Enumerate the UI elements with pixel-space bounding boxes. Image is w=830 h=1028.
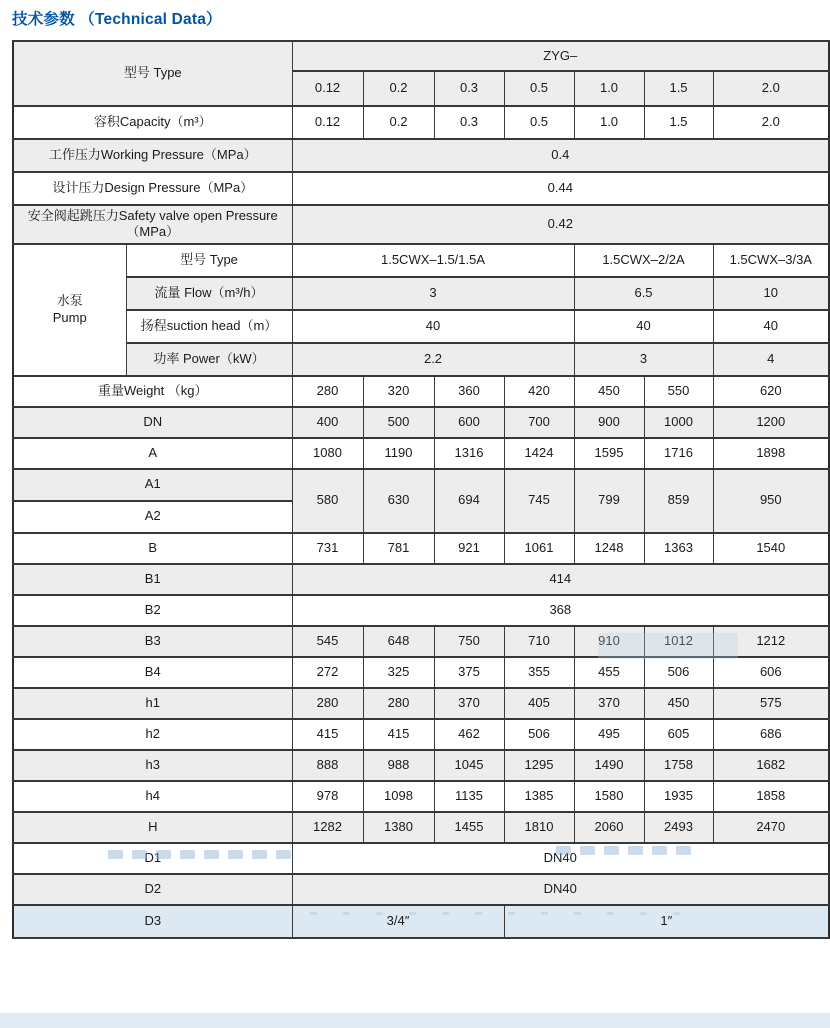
- row-label-A: A: [13, 438, 292, 469]
- value-cell: 1″: [504, 905, 829, 938]
- value-cell: 1716: [644, 438, 713, 469]
- row-h3: [13, 750, 829, 781]
- value-cell: 414: [292, 564, 829, 595]
- header-size-cell: 1.0: [574, 71, 644, 106]
- row-label-h2: h2: [13, 719, 292, 750]
- value-cell: 40: [574, 310, 713, 343]
- value-cell: 1935: [644, 781, 713, 812]
- row-label-B: B: [13, 533, 292, 564]
- value-cell: 355: [504, 657, 574, 688]
- header-size-cell: 0.5: [504, 71, 574, 106]
- header-series-cell: ZYG–: [292, 41, 829, 71]
- value-cell: 694: [434, 469, 504, 533]
- row-design-pressure: [13, 172, 829, 205]
- value-cell: 1490: [574, 750, 644, 781]
- value-cell: 3: [574, 343, 713, 376]
- value-cell: 1.5CWX–3/3A: [713, 244, 829, 277]
- value-cell: 370: [434, 688, 504, 719]
- value-cell: 1363: [644, 533, 713, 564]
- pump-group-zh: 水泵: [56, 293, 83, 309]
- value-cell: 370: [574, 688, 644, 719]
- row-D2: [13, 874, 829, 905]
- value-cell: 400: [292, 407, 363, 438]
- header-size-cell: 0.12: [292, 71, 363, 106]
- value-cell: 921: [434, 533, 504, 564]
- row-label-D1: D1: [13, 843, 292, 874]
- value-cell: 1898: [713, 438, 829, 469]
- value-cell: 0.12: [292, 106, 363, 139]
- value-cell: 799: [574, 469, 644, 533]
- row-label-B4: B4: [13, 657, 292, 688]
- value-cell: 1012: [644, 626, 713, 657]
- value-cell: 2493: [644, 812, 713, 843]
- value-cell: 859: [644, 469, 713, 533]
- value-cell: 0.5: [504, 106, 574, 139]
- value-cell: 1455: [434, 812, 504, 843]
- row-label-weight: 重量Weight （kg）: [13, 376, 292, 407]
- value-cell: 500: [363, 407, 434, 438]
- header-size-cell: 2.0: [713, 71, 829, 106]
- value-cell: 415: [292, 719, 363, 750]
- value-cell: 1282: [292, 812, 363, 843]
- value-cell: 781: [363, 533, 434, 564]
- value-cell: 978: [292, 781, 363, 812]
- value-cell: 1098: [363, 781, 434, 812]
- row-label-h4: h4: [13, 781, 292, 812]
- value-cell: 630: [363, 469, 434, 533]
- row-D1: [13, 843, 829, 874]
- value-cell: 1200: [713, 407, 829, 438]
- technical-data-table: [12, 40, 830, 939]
- value-cell: 575: [713, 688, 829, 719]
- header-row-series: [13, 41, 829, 71]
- value-cell: 1.0: [574, 106, 644, 139]
- value-cell: 686: [713, 719, 829, 750]
- value-cell: 455: [574, 657, 644, 688]
- value-cell: 0.4: [292, 139, 829, 172]
- value-cell: 700: [504, 407, 574, 438]
- value-cell: 1.5CWX–2/2A: [574, 244, 713, 277]
- row-label-B1: B1: [13, 564, 292, 595]
- value-cell: 1595: [574, 438, 644, 469]
- value-cell: 550: [644, 376, 713, 407]
- value-cell: 6.5: [574, 277, 713, 310]
- value-cell: 1.5: [644, 106, 713, 139]
- value-cell: 506: [644, 657, 713, 688]
- row-pump-type: [13, 244, 829, 277]
- pump-group-en: Pump: [52, 309, 87, 325]
- row-pump-power: [13, 343, 829, 376]
- value-cell: 1212: [713, 626, 829, 657]
- value-cell: 1061: [504, 533, 574, 564]
- value-cell: 2060: [574, 812, 644, 843]
- row-label-pump-type: 型号 Type: [126, 244, 292, 277]
- value-cell: 1380: [363, 812, 434, 843]
- value-cell: 1385: [504, 781, 574, 812]
- row-label-h3: h3: [13, 750, 292, 781]
- value-cell: 1045: [434, 750, 504, 781]
- value-cell: DN40: [292, 874, 829, 905]
- value-cell: 506: [504, 719, 574, 750]
- value-cell: 368: [292, 595, 829, 626]
- header-size-cell: 0.2: [363, 71, 434, 106]
- value-cell: 1580: [574, 781, 644, 812]
- value-cell: 1080: [292, 438, 363, 469]
- row-label-D3: D3: [13, 905, 292, 938]
- value-cell: 606: [713, 657, 829, 688]
- value-cell: 280: [292, 376, 363, 407]
- row-safety-valve-pressure: [13, 205, 829, 244]
- row-label-h1: h1: [13, 688, 292, 719]
- value-cell: 750: [434, 626, 504, 657]
- value-cell: 988: [363, 750, 434, 781]
- value-cell: 888: [292, 750, 363, 781]
- value-cell: 4: [713, 343, 829, 376]
- value-cell: 3: [292, 277, 574, 310]
- row-B3: [13, 626, 829, 657]
- value-cell: 3/4″: [292, 905, 504, 938]
- row-capacity: [13, 106, 829, 139]
- value-cell: 360: [434, 376, 504, 407]
- value-cell: 950: [713, 469, 829, 533]
- row-h4: [13, 781, 829, 812]
- row-B4: [13, 657, 829, 688]
- value-cell: 450: [574, 376, 644, 407]
- row-A1: [13, 469, 829, 501]
- value-cell: 0.2: [363, 106, 434, 139]
- value-cell: 2.2: [292, 343, 574, 376]
- value-cell: 1682: [713, 750, 829, 781]
- row-weight: [13, 376, 829, 407]
- value-cell: 1316: [434, 438, 504, 469]
- value-cell: 10: [713, 277, 829, 310]
- row-B1: [13, 564, 829, 595]
- row-label-working-pressure: 工作压力Working Pressure（MPa）: [13, 139, 292, 172]
- value-cell: 0.44: [292, 172, 829, 205]
- watermark-bottom-band: [0, 1013, 830, 1028]
- row-label-H: H: [13, 812, 292, 843]
- row-pump-flow: [13, 277, 829, 310]
- value-cell: 40: [292, 310, 574, 343]
- value-cell: 620: [713, 376, 829, 407]
- row-label-A2: A2: [13, 501, 292, 533]
- value-cell: 280: [363, 688, 434, 719]
- value-cell: 1424: [504, 438, 574, 469]
- value-cell: 2470: [713, 812, 829, 843]
- header-type-cell: 型号 Type: [13, 41, 292, 106]
- value-cell: 1000: [644, 407, 713, 438]
- row-label-A1: A1: [13, 469, 292, 501]
- header-size-cell: 0.3: [434, 71, 504, 106]
- row-label-capacity: 容积Capacity（m³）: [13, 106, 292, 139]
- row-label-safety-valve: 安全阀起跳压力Safety valve open Pressure（MPa）: [13, 205, 292, 244]
- row-B2: [13, 595, 829, 626]
- row-label-design-pressure: 设计压力Design Pressure（MPa）: [13, 172, 292, 205]
- value-cell: 731: [292, 533, 363, 564]
- value-cell: 2.0: [713, 106, 829, 139]
- row-A: [13, 438, 829, 469]
- value-cell: 900: [574, 407, 644, 438]
- value-cell: 710: [504, 626, 574, 657]
- row-label-B3: B3: [13, 626, 292, 657]
- pump-group-cell: [13, 244, 126, 376]
- page-title: 技术参数 （Technical Data）: [12, 11, 222, 28]
- header-size-cell: 1.5: [644, 71, 713, 106]
- value-cell: 1248: [574, 533, 644, 564]
- value-cell: 580: [292, 469, 363, 533]
- row-label-pump-suction-head: 扬程suction head（m）: [126, 310, 292, 343]
- value-cell: 450: [644, 688, 713, 719]
- value-cell: DN40: [292, 843, 829, 874]
- value-cell: 405: [504, 688, 574, 719]
- row-DN: [13, 407, 829, 438]
- value-cell: 40: [713, 310, 829, 343]
- row-label-DN: DN: [13, 407, 292, 438]
- value-cell: 325: [363, 657, 434, 688]
- row-label-D2: D2: [13, 874, 292, 905]
- row-label-B2: B2: [13, 595, 292, 626]
- value-cell: 0.42: [292, 205, 829, 244]
- value-cell: 910: [574, 626, 644, 657]
- row-D3: [13, 905, 829, 938]
- row-working-pressure: [13, 139, 829, 172]
- row-H: [13, 812, 829, 843]
- row-B: [13, 533, 829, 564]
- row-pump-suction-head: [13, 310, 829, 343]
- value-cell: 1810: [504, 812, 574, 843]
- row-h2: [13, 719, 829, 750]
- value-cell: 648: [363, 626, 434, 657]
- value-cell: 1.5CWX–1.5/1.5A: [292, 244, 574, 277]
- value-cell: 320: [363, 376, 434, 407]
- value-cell: 415: [363, 719, 434, 750]
- row-label-pump-flow: 流量 Flow（m³/h）: [126, 277, 292, 310]
- value-cell: 1540: [713, 533, 829, 564]
- row-h1: [13, 688, 829, 719]
- value-cell: 0.3: [434, 106, 504, 139]
- value-cell: 462: [434, 719, 504, 750]
- value-cell: 745: [504, 469, 574, 533]
- value-cell: 495: [574, 719, 644, 750]
- row-label-pump-power: 功率 Power（kW）: [126, 343, 292, 376]
- value-cell: 272: [292, 657, 363, 688]
- value-cell: 1758: [644, 750, 713, 781]
- value-cell: 1135: [434, 781, 504, 812]
- value-cell: 1190: [363, 438, 434, 469]
- value-cell: 600: [434, 407, 504, 438]
- value-cell: 605: [644, 719, 713, 750]
- value-cell: 545: [292, 626, 363, 657]
- value-cell: 1858: [713, 781, 829, 812]
- value-cell: 420: [504, 376, 574, 407]
- value-cell: 1295: [504, 750, 574, 781]
- value-cell: 375: [434, 657, 504, 688]
- value-cell: 280: [292, 688, 363, 719]
